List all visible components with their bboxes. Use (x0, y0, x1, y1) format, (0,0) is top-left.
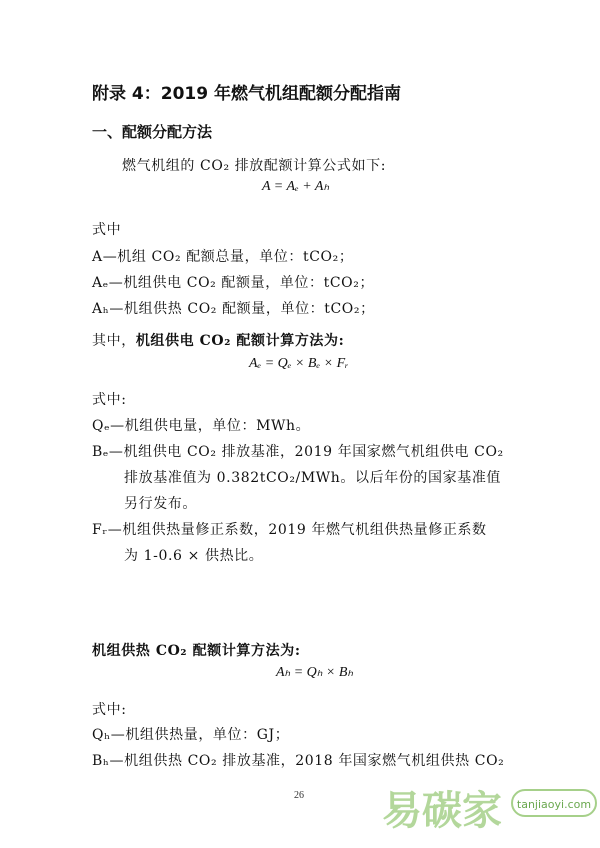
definition-fr-cont: 为 1-0.6 × 供热比。 (124, 548, 264, 564)
definition-be-cont: 排放基准值为 0.382tCO₂/MWh。以后年份的国家基准值 (124, 470, 502, 486)
watermark-url: tanjiaoyi.com (516, 798, 592, 811)
page-title: 附录 4：2019 年燃气机组配额分配指南 (92, 84, 401, 104)
formula-heat: Aₕ = Qₕ × Bₕ (276, 665, 354, 680)
electricity-method-lead: 其中， (92, 333, 136, 349)
definition-bh: Bₕ—机组供热 CO₂ 排放基准，2018 年国家燃气机组供热 CO₂ (92, 753, 505, 769)
section-heading: 一、配额分配方法 (92, 123, 213, 141)
definition-be: Bₑ—机组供电 CO₂ 排放基准，2019 年国家燃气机组供电 CO₂ (92, 444, 504, 460)
where-label: 式中: (92, 392, 127, 408)
definition-ah: Aₕ—机组供热 CO₂ 配额量，单位：tCO₂； (92, 301, 375, 317)
page-number: 26 (294, 790, 304, 801)
definition-qe: Qₑ—机组供电量，单位：MWh。 (92, 418, 311, 434)
intro-paragraph: 燃气机组的 CO₂ 排放配额计算公式如下: (122, 158, 387, 174)
definition-a: A—机组 CO₂ 配额总量，单位：tCO₂； (92, 249, 354, 265)
electricity-method-heading: 机组供电 CO₂ 配额计算方法为: (135, 333, 345, 349)
formula-total: A = Aₑ + Aₕ (262, 179, 330, 194)
electricity-method-line (92, 330, 344, 350)
definition-fr: Fᵣ—机组供热量修正系数，2019 年燃气机组供热量修正系数 (92, 522, 487, 538)
where-label: 式中: (92, 702, 127, 718)
watermark-logo (378, 778, 598, 840)
definition-qh: Qₕ—机组供热量，单位：GJ； (92, 727, 290, 743)
watermark-graphic (378, 778, 598, 840)
watermark-chinese: 易碳家 (382, 788, 502, 834)
formula-electricity: Aₑ = Qₑ × Bₑ × Fᵣ (249, 356, 349, 371)
heat-method-heading: 机组供热 CO₂ 配额计算方法为: (92, 643, 301, 659)
definition-ae: Aₑ—机组供电 CO₂ 配额量，单位：tCO₂； (92, 275, 375, 291)
where-label: 式中 (92, 222, 122, 238)
definition-be-cont: 另行发布。 (124, 496, 197, 512)
